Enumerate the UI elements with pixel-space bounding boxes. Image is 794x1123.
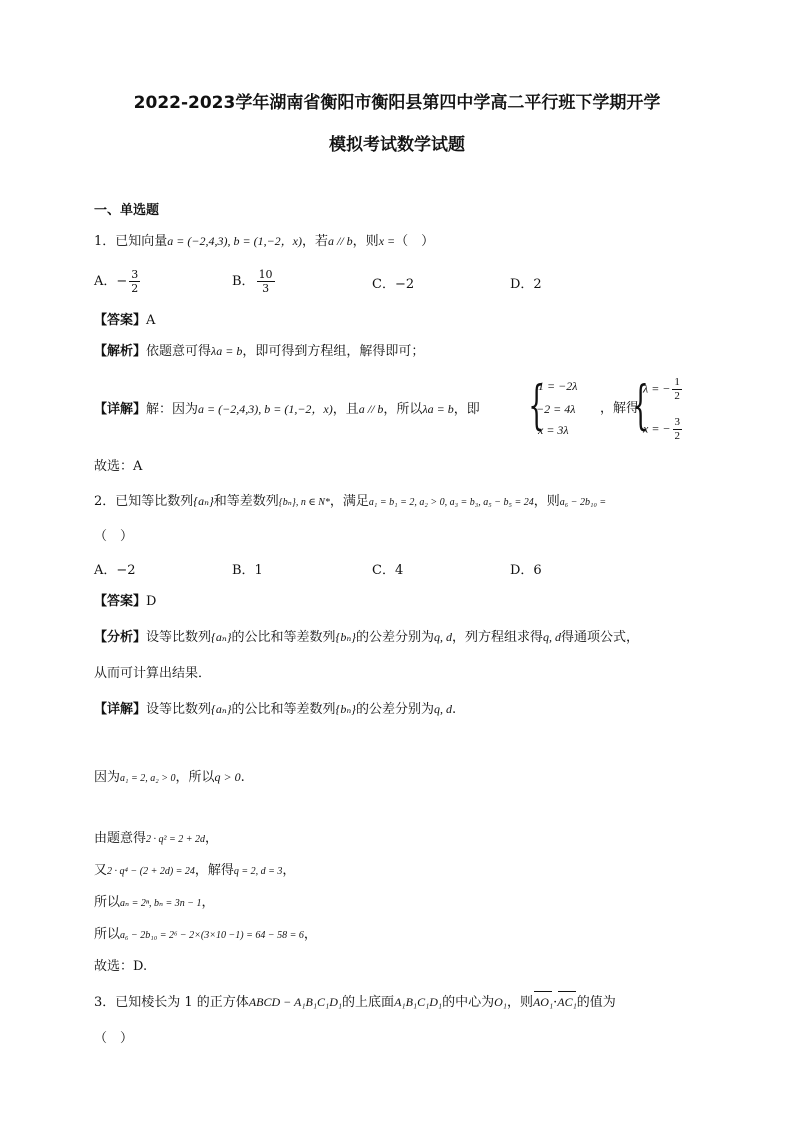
q2-analysis-qd2: q, d xyxy=(543,630,562,644)
q2-paren: （ ） xyxy=(94,529,134,544)
q1-detail-parallel: a // b xyxy=(358,402,384,416)
q2-because-period: . xyxy=(240,770,245,785)
q3-stem-text: 3．已知棱长为 1 的正方体 xyxy=(94,995,249,1010)
q2-analysis-cont: 从而可计算出结果． xyxy=(94,666,212,681)
q2-detail-text-b: 的公比和等差数列 xyxy=(231,702,336,717)
q2-option-d: D．6 xyxy=(510,563,542,578)
q3-stem-text-b: 的上底面 xyxy=(342,995,395,1010)
q2-analysis-text-e: 得通项公式， xyxy=(561,630,640,645)
answer-label: 【答案】 xyxy=(94,313,147,328)
q1-option-d: D．2 xyxy=(510,277,542,292)
q2-detail xyxy=(94,700,456,719)
q2-analysis xyxy=(94,628,639,647)
q2-detail-text-c: 的公差分别为 xyxy=(355,702,434,717)
q1-vectors: a = (−2,4,3), b = (1,−2，x) xyxy=(167,234,302,248)
q1-analysis-expr: λa = b xyxy=(211,344,243,358)
exam-title-line2: 模拟考试数学试题 xyxy=(329,135,465,155)
q1-detail-expr: λa = b xyxy=(422,402,454,416)
q1-paren: （ ） xyxy=(395,234,435,249)
q2-eq1-text: 由题意得 xyxy=(94,831,147,846)
q1-detail xyxy=(94,400,480,419)
q3-center: O₁ xyxy=(494,995,507,1009)
q2-eq2-solution: q = 2, d = 3 xyxy=(233,866,283,877)
q1-system-eq2: −2 = 4λ xyxy=(536,402,576,416)
analysis-label: 【解析】 xyxy=(94,344,147,359)
fraction-denominator: 3 xyxy=(262,282,270,295)
q1-solution-x xyxy=(643,416,684,443)
q1-detail-text-d: ，即 xyxy=(453,402,480,417)
q3-vector-ao1: AO₁ xyxy=(532,995,554,1009)
q2-eq2 xyxy=(94,862,295,881)
q1-solve-text: ，解得 xyxy=(600,401,640,416)
q2-option-a: A．−2 xyxy=(94,563,136,578)
q3-stem xyxy=(94,993,616,1012)
q1-solution-lambda xyxy=(643,376,684,403)
q1-stem-text-b: ，若 xyxy=(301,234,328,249)
q2-analysis-qd: q, d xyxy=(434,630,452,644)
q3-stem-text-c: 的中心为 xyxy=(442,995,495,1010)
q3-face: A₁B₁C₁D₁ xyxy=(394,995,443,1009)
q2-seq-b: {bₙ}, n ∈ N* xyxy=(278,497,330,508)
q2-eq1-expr: 2 · q² = 2 + 2d xyxy=(146,834,206,845)
q1-stem xyxy=(94,232,434,251)
q2-eq3-expr: aₙ = 2ⁿ, bₙ = 3n − 1 xyxy=(120,898,202,909)
q2-eq2-text-b: ，解得 xyxy=(194,863,234,878)
q2-eq1-comma: ， xyxy=(205,831,219,846)
q1-x: x = xyxy=(378,234,396,248)
q1-system-eq3: x = 3λ xyxy=(538,423,569,437)
q2-detail-seq-a: {aₙ} xyxy=(211,702,232,716)
q2-answer-value: D xyxy=(146,594,157,609)
system-brace: { xyxy=(528,376,545,436)
q1-parallel: a // b xyxy=(328,234,353,248)
fraction-numerator: 3 xyxy=(131,268,139,281)
q1-system-eq1: 1 = −2λ xyxy=(538,379,578,393)
q2-detail-period: . xyxy=(452,702,457,717)
q3-stem-text-d: ，则 xyxy=(506,995,533,1010)
q2-eq3-comma: ， xyxy=(201,895,215,910)
q1-option-a xyxy=(94,268,142,295)
q2-eq2-text: 又 xyxy=(94,863,108,878)
q1-detail-text: 解：因为 xyxy=(146,402,199,417)
q2-analysis-text-d: ，列方程组求得 xyxy=(452,630,544,645)
q1-option-a-label: A．− xyxy=(94,274,128,289)
q2-analysis-seq-a: {aₙ} xyxy=(211,630,232,644)
q1-option-b xyxy=(232,268,277,295)
q1-detail-vectors: a = (−2,4,3), b = (1,−2，x) xyxy=(198,402,333,416)
detail-label: 【详解】 xyxy=(94,402,147,417)
q2-stem-text-c: ，满足 xyxy=(329,494,369,509)
analysis-label: 【分析】 xyxy=(94,630,147,645)
q2-detail-text: 设等比数列 xyxy=(146,702,212,717)
q1-analysis-text: 依题意可得 xyxy=(146,344,212,359)
q2-because-q: q > 0 xyxy=(214,770,241,784)
q1-solution-lambda-fraction xyxy=(672,376,682,403)
q3-stem-text-e: 的值为 xyxy=(576,995,616,1010)
detail-label: 【详解】 xyxy=(94,702,147,717)
q2-conditions: a₁ = b₁ = 2, a₂ > 0, a₃ = b₃, a₅ − b₅ = 24 xyxy=(368,497,534,508)
q2-because xyxy=(94,768,245,788)
fraction-numerator: 3 xyxy=(674,416,681,428)
q2-eq2-expr: 2 · q⁴ − (2 + 2d) = 24 xyxy=(107,866,195,877)
fraction-numerator: 10 xyxy=(258,268,273,281)
q2-eq3-text: 所以 xyxy=(94,895,121,910)
q1-detail-text-c: ，所以 xyxy=(383,402,423,417)
q1-option-a-fraction xyxy=(129,268,140,295)
q1-solution-x-fraction xyxy=(673,416,683,443)
solution-brace: { xyxy=(632,376,649,436)
q2-option-c: C．4 xyxy=(372,563,404,578)
q2-option-b: B．1 xyxy=(232,563,263,578)
q1-analysis xyxy=(94,342,424,361)
q1-option-b-fraction xyxy=(257,268,275,295)
q1-analysis-text-b: ，即可得到方程组，解得即可； xyxy=(242,344,425,359)
q2-ask: a₆ − 2b₁₀ = xyxy=(559,497,607,508)
q2-stem-text-d: ，则 xyxy=(533,494,560,509)
answer-label: 【答案】 xyxy=(94,594,147,609)
q2-answer xyxy=(94,593,156,611)
q2-analysis-text-c: 的公差分别为 xyxy=(355,630,434,645)
q1-option-c: C．−2 xyxy=(372,277,415,292)
q2-eq4 xyxy=(94,926,317,945)
q2-stem-text-b: 和等差数列 xyxy=(213,494,279,509)
exam-title-line1: 2022-2023学年湖南省衡阳市衡阳县第四中学高二平行班下学期开学 xyxy=(133,93,661,113)
q1-stem-text: 1．已知向量 xyxy=(94,234,168,249)
q1-answer xyxy=(94,312,155,330)
fraction-denominator: 2 xyxy=(131,282,139,295)
q3-dot: · xyxy=(553,995,558,1010)
q2-analysis-text: 设等比数列 xyxy=(146,630,212,645)
q1-solution-x-text: x = − xyxy=(643,421,671,436)
q3-cube: ABCD − A₁B₁C₁D₁ xyxy=(248,995,343,1009)
q2-because-expr: a₁ = 2, a₂ > 0 xyxy=(120,773,176,784)
q1-answer-value: A xyxy=(146,313,156,328)
q2-stem xyxy=(94,492,606,512)
q2-choose: 故选：D. xyxy=(94,959,148,974)
q1-option-b-label: B． xyxy=(232,274,255,289)
q2-eq4-comma: ， xyxy=(303,927,317,942)
q2-stem-text: 2．已知等比数列 xyxy=(94,494,194,509)
q1-choose: 故选：A xyxy=(94,459,143,474)
fraction-denominator: 2 xyxy=(674,390,680,402)
q1-stem-text-c: ，则 xyxy=(352,234,379,249)
q2-eq3 xyxy=(94,894,215,913)
q1-solution-lambda-text: λ = − xyxy=(643,381,671,396)
q2-eq4-expr: a₆ − 2b₁₀ = 2⁶ − 2×(3×10 −1) = 64 − 58 = 6 xyxy=(120,930,304,941)
q2-detail-seq-b: {bₙ} xyxy=(335,702,356,716)
q3-vector-ac1: AC₁ xyxy=(557,995,577,1009)
q2-eq2-comma: ， xyxy=(282,863,296,878)
q2-eq1 xyxy=(94,830,218,849)
q2-analysis-seq-b: {bₙ} xyxy=(335,630,356,644)
q2-because-text: 因为 xyxy=(94,770,121,785)
q2-analysis-text-b: 的公比和等差数列 xyxy=(231,630,336,645)
q2-because-text-b: ，所以 xyxy=(175,770,215,785)
fraction-denominator: 2 xyxy=(674,430,681,442)
q1-detail-text-b: ，且 xyxy=(332,402,359,417)
q2-eq4-text: 所以 xyxy=(94,927,121,942)
section-heading: 一、单选题 xyxy=(94,203,160,218)
fraction-numerator: 1 xyxy=(674,376,680,388)
q2-seq-a: {aₙ} xyxy=(193,494,214,508)
q2-detail-qd: q, d xyxy=(434,702,452,716)
q3-paren: （ ） xyxy=(94,1031,134,1046)
